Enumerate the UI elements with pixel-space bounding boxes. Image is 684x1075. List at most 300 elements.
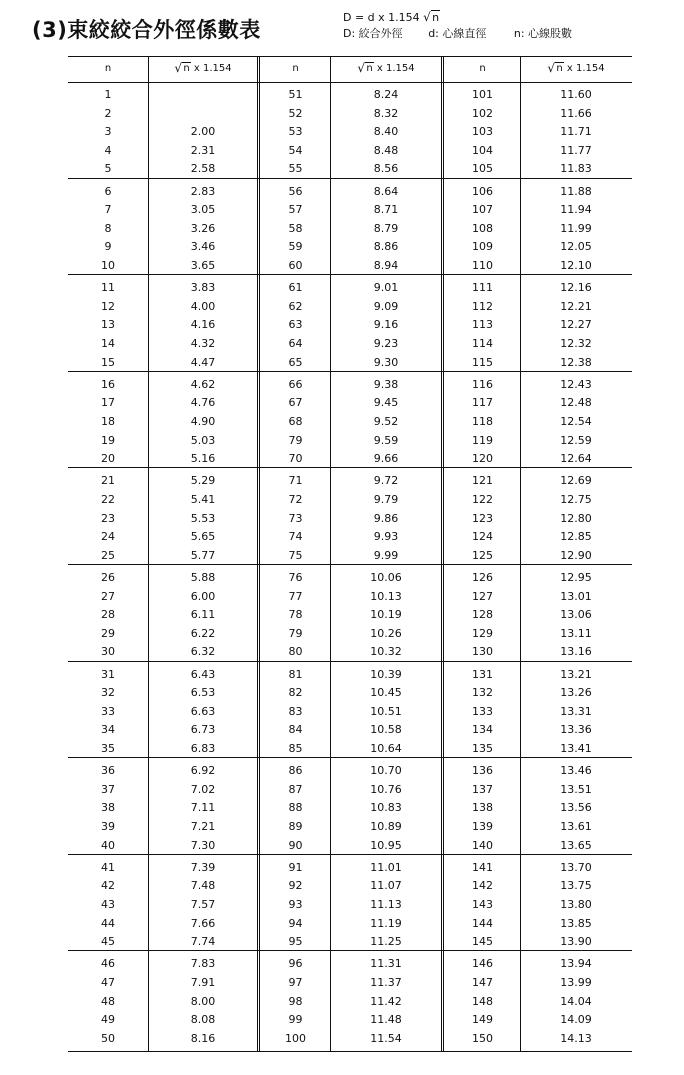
- cell-coefficient: 6.92: [190, 764, 216, 778]
- cell-n: 119: [472, 433, 493, 447]
- cell-coefficient: 8.48: [373, 143, 399, 157]
- cell-coefficient: 5.16: [190, 452, 216, 466]
- cell-n: 61: [288, 281, 303, 295]
- cell-coefficient: 13.85: [560, 916, 592, 930]
- cell-coefficient: 9.52: [373, 415, 399, 428]
- cell-n: 77: [288, 589, 303, 603]
- cell-coefficient: 13.01: [560, 589, 592, 603]
- cell-coefficient: 10.70: [370, 764, 402, 778]
- cell-coefficient: 3.83: [190, 281, 216, 295]
- cell-n: 117: [472, 396, 493, 410]
- cell-coefficient: 8.24: [373, 88, 399, 101]
- cell-n: 9: [104, 240, 112, 254]
- cell-n: 64: [288, 337, 303, 350]
- cell-n: 72: [288, 493, 303, 506]
- cell-coefficient: 7.21: [190, 820, 216, 833]
- cell-coefficient: 8.94: [373, 259, 399, 272]
- cell-coefficient: 6.53: [190, 686, 216, 700]
- cell-coefficient: 8.71: [373, 203, 399, 217]
- cell-coefficient: 7.11: [190, 801, 216, 815]
- cell-n: 93: [288, 898, 303, 911]
- cell-coefficient: 12.48: [560, 396, 592, 410]
- cell-n: 121: [472, 474, 493, 488]
- cell-coefficient: 12.05: [560, 240, 592, 254]
- cell-coefficient: 11.71: [560, 125, 592, 139]
- cell-coefficient: 12.16: [560, 281, 592, 295]
- cell-coefficient: 14.09: [560, 1013, 592, 1027]
- cell-coefficient: 12.38: [560, 355, 592, 369]
- cell-n: 22: [101, 493, 115, 506]
- cell-coefficient: 12.59: [560, 433, 592, 447]
- cell-n: 36: [101, 764, 115, 778]
- header-coefficient: [148, 56, 258, 82]
- cell-n: 27: [101, 589, 115, 603]
- cell-coefficient: 4.76: [190, 396, 216, 410]
- header-coefficient: [330, 56, 442, 82]
- cell-coefficient: 2.00: [190, 125, 216, 139]
- cell-n: 96: [288, 957, 303, 971]
- cell-n: 86: [288, 764, 303, 778]
- cell-coefficient: 13.61: [560, 820, 592, 833]
- cell-n: 111: [472, 281, 493, 295]
- cell-coefficient: 11.83: [560, 162, 592, 176]
- cell-n: 137: [472, 782, 493, 796]
- cell-n: 143: [472, 898, 493, 911]
- cell-coefficient: 4.00: [190, 299, 216, 313]
- cell-coefficient: 10.32: [370, 645, 402, 659]
- cell-n: 7: [104, 203, 112, 217]
- cell-coefficient: 6.83: [190, 742, 216, 755]
- cell-coefficient: 6.73: [190, 723, 216, 737]
- sqrt-symbol: √ n: [547, 61, 563, 75]
- cell-coefficient: 13.94: [560, 957, 592, 971]
- cell-n: 142: [472, 879, 493, 893]
- page-title: (3)束絞絞合外徑係數表: [32, 18, 261, 42]
- cell-n: 13: [101, 318, 115, 332]
- cell-n: 97: [288, 976, 303, 989]
- cell-n: 115: [472, 355, 493, 369]
- cell-coefficient: 11.94: [560, 203, 592, 217]
- header-coefficient-suffix: x 1.154: [563, 63, 605, 74]
- cell-n: 144: [472, 916, 493, 930]
- cell-n: 101: [472, 88, 493, 101]
- cell-n: 91: [288, 860, 303, 874]
- cell-coefficient: 6.43: [190, 667, 216, 681]
- cell-coefficient: 9.59: [373, 433, 399, 447]
- cell-n: 62: [288, 299, 303, 313]
- cell-coefficient: [148, 86, 258, 104]
- cell-coefficient: 7.02: [190, 782, 216, 796]
- cell-coefficient: 13.41: [560, 742, 592, 755]
- cell-n: 79: [288, 433, 303, 447]
- cell-coefficient: 5.41: [190, 493, 216, 506]
- cell-coefficient: 13.31: [560, 704, 592, 718]
- cell-n: 55: [288, 162, 303, 176]
- cell-n: 54: [288, 143, 303, 157]
- cell-n: 130: [472, 645, 493, 659]
- cell-n: 56: [288, 184, 303, 198]
- cell-n: 15: [101, 355, 115, 369]
- cell-coefficient: 12.85: [560, 530, 592, 544]
- cell-n: 73: [288, 511, 303, 525]
- cell-n: 2: [104, 106, 112, 120]
- cell-n: 14: [101, 337, 115, 350]
- cell-n: 16: [101, 377, 115, 391]
- cell-coefficient: 4.90: [190, 415, 216, 428]
- formula-lhs: D = d x 1.154: [343, 11, 420, 24]
- cell-n: 139: [472, 820, 493, 833]
- cell-n: 1: [104, 88, 112, 101]
- cell-n: 6: [104, 184, 112, 198]
- cell-n: 28: [101, 608, 115, 622]
- cell-coefficient: 6.63: [190, 704, 216, 718]
- cell-n: 23: [101, 511, 115, 525]
- cell-n: 43: [101, 898, 115, 911]
- cell-coefficient: 9.01: [373, 281, 399, 295]
- cell-n: 17: [101, 396, 115, 410]
- cell-coefficient: 9.99: [373, 548, 399, 562]
- cell-n: 74: [288, 530, 303, 544]
- cell-coefficient: 7.57: [190, 898, 216, 911]
- cell-coefficient: 12.90: [560, 548, 592, 562]
- cell-n: 102: [472, 106, 493, 120]
- cell-n: 26: [101, 571, 115, 584]
- cell-n: 25: [101, 548, 115, 562]
- cell-n: 79: [288, 626, 303, 640]
- cell-n: 47: [101, 976, 115, 989]
- cell-coefficient: 13.21: [560, 667, 592, 681]
- cell-coefficient: 13.99: [560, 976, 592, 989]
- cell-coefficient: 9.79: [373, 493, 399, 506]
- legend-d: d: 心線直徑: [428, 27, 487, 40]
- cell-n: 41: [101, 860, 115, 874]
- cell-n: 4: [104, 143, 112, 157]
- sqrt-symbol: √ n: [423, 10, 440, 24]
- cell-coefficient: 13.26: [560, 686, 592, 700]
- cell-n: 71: [288, 474, 303, 488]
- cell-n: 19: [101, 433, 115, 447]
- cell-coefficient: 9.09: [373, 299, 399, 313]
- cell-n: 150: [472, 1031, 493, 1045]
- cell-n: 127: [472, 589, 493, 603]
- cell-coefficient: 11.31: [370, 957, 402, 971]
- cell-coefficient: 3.26: [190, 221, 216, 235]
- cell-coefficient: 10.64: [370, 742, 402, 755]
- cell-n: 126: [472, 571, 493, 584]
- cell-coefficient: 14.13: [560, 1031, 592, 1045]
- cell-n: 5: [104, 162, 112, 176]
- cell-n: 90: [288, 838, 303, 852]
- cell-n: 129: [472, 626, 493, 640]
- cell-coefficient: 8.40: [373, 125, 399, 139]
- cell-coefficient: 13.75: [560, 879, 592, 893]
- cell-n: 123: [472, 511, 493, 525]
- cell-coefficient: 10.83: [370, 801, 402, 815]
- legend-n: n: 心線股數: [513, 27, 573, 40]
- cell-n: 57: [288, 203, 303, 217]
- formula-block: [343, 10, 572, 42]
- cell-n: 98: [288, 994, 303, 1008]
- cell-n: 136: [472, 764, 493, 778]
- cell-coefficient: 11.77: [560, 143, 592, 157]
- cell-coefficient: 10.45: [370, 686, 402, 700]
- cell-n: 112: [472, 299, 493, 313]
- cell-n: 147: [472, 976, 493, 989]
- cell-n: 132: [472, 686, 493, 700]
- cell-n: 78: [288, 608, 303, 622]
- cell-n: 109: [472, 240, 493, 254]
- cell-n: 87: [288, 782, 303, 796]
- cell-n: 53: [288, 125, 303, 139]
- cell-n: 83: [288, 704, 303, 718]
- cell-n: 66: [288, 377, 303, 391]
- cell-n: 75: [288, 548, 303, 562]
- cell-coefficient: 9.38: [373, 377, 399, 391]
- cell-n: 105: [472, 162, 493, 176]
- cell-n: 60: [288, 259, 303, 272]
- cell-n: 92: [288, 879, 303, 893]
- cell-coefficient: 13.06: [560, 608, 592, 622]
- cell-coefficient: 7.91: [190, 976, 216, 989]
- cell-coefficient: 13.16: [560, 645, 592, 659]
- cell-coefficient: 13.65: [560, 838, 592, 852]
- cell-n: 52: [288, 106, 303, 120]
- cell-n: 65: [288, 355, 303, 369]
- cell-coefficient: 2.58: [190, 162, 216, 176]
- cell-coefficient: 3.46: [190, 240, 216, 254]
- cell-coefficient: 2.83: [190, 184, 216, 198]
- header-coefficient-suffix: x 1.154: [373, 63, 415, 74]
- cell-coefficient: 4.62: [190, 377, 216, 391]
- cell-n: 18: [101, 415, 115, 428]
- cell-coefficient: 12.32: [560, 337, 592, 350]
- cell-n: 141: [472, 860, 493, 874]
- cell-coefficient: 9.72: [373, 474, 399, 488]
- cell-coefficient: 6.22: [190, 626, 216, 640]
- cell-coefficient: 7.66: [190, 916, 216, 930]
- cell-coefficient: 5.53: [190, 511, 216, 525]
- cell-coefficient: 12.64: [560, 452, 592, 466]
- formula: [343, 10, 572, 26]
- cell-n: 11: [101, 281, 115, 295]
- cell-coefficient: 8.00: [190, 994, 216, 1008]
- cell-n: 134: [472, 723, 493, 737]
- sqrt-symbol: √ n: [174, 61, 190, 75]
- cell-coefficient: 10.51: [370, 704, 402, 718]
- cell-n: 125: [472, 548, 493, 562]
- cell-n: 118: [472, 415, 493, 428]
- cell-coefficient: 12.95: [560, 571, 592, 584]
- legend-D: D: 絞合外徑: [343, 27, 403, 40]
- header-n: n: [479, 63, 486, 74]
- cell-n: 48: [101, 994, 115, 1008]
- cell-coefficient: 5.65: [190, 530, 216, 544]
- cell-coefficient: 6.00: [190, 589, 216, 603]
- cell-n: 89: [288, 820, 303, 833]
- cell-n: 51: [288, 88, 303, 101]
- cell-n: 38: [101, 801, 115, 815]
- cell-coefficient: 13.80: [560, 898, 592, 911]
- cell-n: 68: [288, 415, 303, 428]
- cell-coefficient: 11.37: [370, 976, 402, 989]
- cell-n: 50: [101, 1031, 115, 1045]
- cell-n: 63: [288, 318, 303, 332]
- cell-n: 99: [288, 1013, 303, 1027]
- cell-coefficient: 13.56: [560, 801, 592, 815]
- cell-coefficient: 12.80: [560, 511, 592, 525]
- cell-n: 135: [472, 742, 493, 755]
- cell-coefficient: 12.43: [560, 377, 592, 391]
- cell-coefficient: 8.79: [373, 221, 399, 235]
- table-bottom-rule: [68, 1051, 632, 1052]
- cell-coefficient: 4.32: [190, 337, 216, 350]
- cell-n: 31: [101, 667, 115, 681]
- cell-coefficient: 12.54: [560, 415, 592, 428]
- cell-coefficient: 9.86: [373, 511, 399, 525]
- cell-n: 138: [472, 801, 493, 815]
- cell-coefficient: 10.89: [370, 820, 402, 833]
- cell-n: 84: [288, 723, 303, 737]
- cell-coefficient: 8.64: [373, 184, 399, 198]
- cell-n: 33: [101, 704, 115, 718]
- cell-n: 81: [288, 667, 303, 681]
- cell-coefficient: 10.95: [370, 838, 402, 852]
- cell-coefficient: 5.88: [190, 571, 216, 584]
- cell-n: 70: [288, 452, 303, 466]
- cell-coefficient: 11.99: [560, 221, 592, 235]
- cell-n: 49: [101, 1013, 115, 1027]
- cell-coefficient: 11.88: [560, 184, 592, 198]
- cell-coefficient: 8.86: [373, 240, 399, 254]
- header-rule: [68, 82, 632, 83]
- cell-n: 3: [104, 125, 112, 139]
- cell-coefficient: 11.01: [370, 860, 402, 874]
- cell-coefficient: 13.90: [560, 935, 592, 949]
- cell-coefficient: 11.25: [370, 935, 402, 949]
- cell-n: 148: [472, 994, 493, 1008]
- cell-coefficient: 6.11: [190, 608, 216, 622]
- cell-n: 67: [288, 396, 303, 410]
- cell-coefficient: 9.30: [373, 355, 399, 369]
- cell-n: 80: [288, 645, 303, 659]
- cell-n: 37: [101, 782, 115, 796]
- header-coefficient-suffix: x 1.154: [190, 63, 232, 74]
- cell-n: 76: [288, 571, 303, 584]
- cell-coefficient: 14.04: [560, 994, 592, 1008]
- cell-n: 44: [101, 916, 115, 930]
- cell-coefficient: 10.26: [370, 626, 402, 640]
- header-coefficient: [520, 56, 632, 82]
- cell-n: 29: [101, 626, 115, 640]
- cell-coefficient: 11.54: [370, 1031, 402, 1045]
- cell-coefficient: 2.31: [190, 143, 216, 157]
- cell-n: 21: [101, 474, 115, 488]
- cell-coefficient: 7.83: [190, 957, 216, 971]
- cell-coefficient: 9.45: [373, 396, 399, 410]
- cell-coefficient: 7.30: [190, 838, 216, 852]
- cell-n: 20: [101, 452, 115, 466]
- cell-coefficient: 11.42: [370, 994, 402, 1008]
- cell-coefficient: 8.32: [373, 106, 399, 120]
- cell-coefficient: 7.39: [190, 860, 216, 874]
- cell-coefficient: 8.56: [373, 162, 399, 176]
- cell-coefficient: 10.19: [370, 608, 402, 622]
- cell-n: 114: [472, 337, 493, 350]
- cell-n: 116: [472, 377, 493, 391]
- cell-n: 59: [288, 240, 303, 254]
- cell-n: 24: [101, 530, 115, 544]
- cell-coefficient: 6.32: [190, 645, 216, 659]
- cell-coefficient: 10.39: [370, 667, 402, 681]
- cell-coefficient: 10.13: [370, 589, 402, 603]
- cell-n: 145: [472, 935, 493, 949]
- cell-coefficient: 12.21: [560, 299, 592, 313]
- cell-coefficient: 4.16: [190, 318, 216, 332]
- sqrt-symbol: √ n: [357, 61, 373, 75]
- cell-coefficient: 5.77: [190, 548, 216, 562]
- cell-n: 100: [285, 1031, 306, 1045]
- cell-n: 120: [472, 452, 493, 466]
- cell-n: 42: [101, 879, 115, 893]
- cell-n: 39: [101, 820, 115, 833]
- cell-coefficient: 12.10: [560, 259, 592, 272]
- header-n: n: [292, 63, 299, 74]
- cell-n: 10: [101, 259, 115, 272]
- cell-n: 34: [101, 723, 115, 737]
- cell-n: 30: [101, 645, 115, 659]
- cell-n: 104: [472, 143, 493, 157]
- cell-coefficient: 12.69: [560, 474, 592, 488]
- cell-coefficient: 11.07: [370, 879, 402, 893]
- cell-n: 124: [472, 530, 493, 544]
- cell-n: 85: [288, 742, 303, 755]
- cell-coefficient: 4.47: [190, 355, 216, 369]
- header-n: n: [104, 63, 112, 74]
- cell-coefficient: 3.65: [190, 259, 216, 272]
- cell-n: 107: [472, 203, 493, 217]
- cell-n: 82: [288, 686, 303, 700]
- formula-radicand: n: [432, 11, 440, 24]
- cell-n: 110: [472, 259, 493, 272]
- cell-coefficient: 5.29: [190, 474, 216, 488]
- cell-n: 146: [472, 957, 493, 971]
- cell-n: 40: [101, 838, 115, 852]
- cell-coefficient: 8.16: [190, 1031, 216, 1045]
- cell-n: 32: [101, 686, 115, 700]
- cell-coefficient: [148, 105, 258, 123]
- cell-coefficient: 11.48: [370, 1013, 402, 1027]
- cell-n: 131: [472, 667, 493, 681]
- cell-n: 12: [101, 299, 115, 313]
- cell-coefficient: 11.66: [560, 106, 592, 120]
- cell-n: 106: [472, 184, 493, 198]
- cell-n: 94: [288, 916, 303, 930]
- cell-coefficient: 12.27: [560, 318, 592, 332]
- cell-n: 108: [472, 221, 493, 235]
- cell-coefficient: 10.76: [370, 782, 402, 796]
- cell-n: 113: [472, 318, 493, 332]
- cell-n: 133: [472, 704, 493, 718]
- cell-n: 88: [288, 801, 303, 815]
- cell-coefficient: 10.58: [370, 723, 402, 737]
- cell-coefficient: 11.60: [560, 88, 592, 101]
- cell-coefficient: 9.93: [373, 530, 399, 544]
- cell-n: 128: [472, 608, 493, 622]
- legend: [343, 26, 572, 42]
- cell-n: 45: [101, 935, 115, 949]
- cell-coefficient: 11.13: [370, 898, 402, 911]
- cell-coefficient: 13.11: [560, 626, 592, 640]
